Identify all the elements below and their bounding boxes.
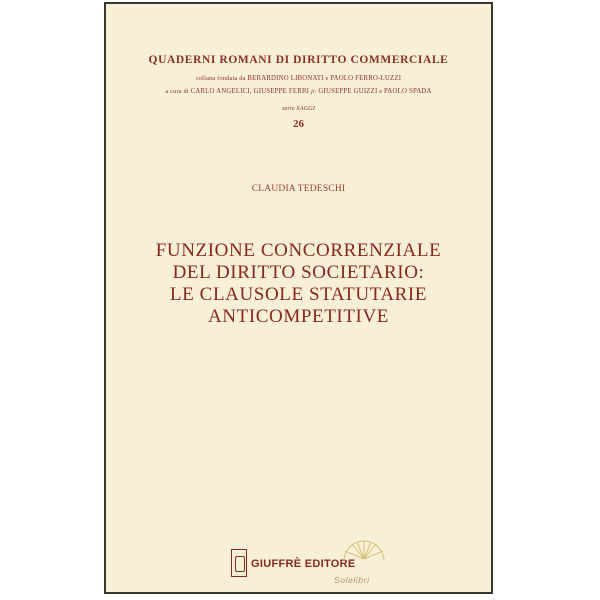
- founded-prefix: collana fondata da: [195, 75, 246, 82]
- editor-3: PAOLO SPADA: [384, 88, 432, 95]
- publisher-logo-icon: [231, 549, 247, 577]
- series-number: 26: [293, 118, 304, 130]
- sub-brand-logo: Solelibri: [334, 575, 370, 585]
- sun-icon: [340, 539, 388, 563]
- series-title: QUADERNI ROMANI DI DIRITTO COMMERCIALE: [148, 54, 449, 66]
- founded-join: e: [325, 75, 329, 82]
- founder-2: PAOLO FERRO-LUZZI: [330, 75, 402, 82]
- series-label-prefix: serie: [281, 105, 295, 112]
- editor-jr: jr.: [310, 88, 317, 95]
- book-title-line: LE CLAUSOLE STATUTARIE: [169, 284, 428, 305]
- author-name: CLAUDIA TEDESCHI: [251, 184, 346, 194]
- founder-1: BERARDINO LIBONATI: [247, 75, 324, 82]
- edited-prefix: a cura di: [165, 88, 189, 95]
- book-title-line: ANTICOMPETITIVE: [207, 306, 390, 327]
- series-editors: [106, 88, 491, 95]
- editor-1: CARLO ANGELICI, GIUSEPPE FERRI: [190, 88, 310, 95]
- series-label: [106, 105, 491, 112]
- series-founders: [106, 75, 491, 82]
- book-title: [106, 240, 491, 328]
- edited-join: e: [379, 88, 383, 95]
- series-label-name: SAGGI: [296, 105, 316, 112]
- book-cover: [104, 2, 493, 594]
- book-title-line: FUNZIONE CONCORRENZIALE: [155, 240, 442, 261]
- book-title-line: DEL DIRITTO SOCIETARIO:: [172, 262, 425, 283]
- publisher-name: GIUFFRÈ EDITORE: [251, 558, 356, 570]
- editor-2: GIUSEPPE GUIZZI: [318, 88, 378, 95]
